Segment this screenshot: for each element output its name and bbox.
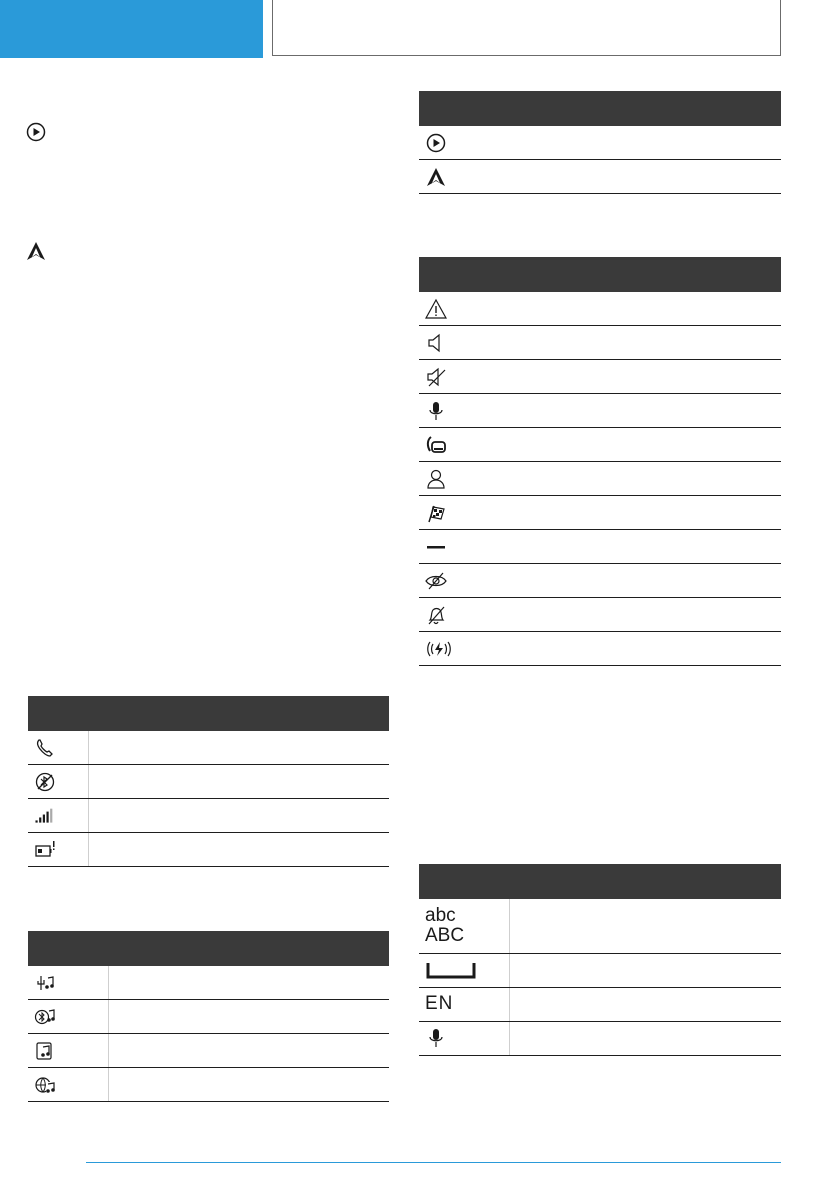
table-row (28, 833, 389, 867)
table-header (108, 931, 389, 966)
bluetooth-audio-icon (34, 1006, 56, 1028)
telephone-symbols-table (28, 696, 389, 867)
chapter-tab (0, 0, 263, 58)
table-header (28, 696, 88, 731)
table-row (28, 1000, 389, 1034)
table-row (419, 953, 781, 987)
eye-crossed-icon (425, 570, 447, 592)
android-auto-icon (25, 240, 47, 262)
projection-apps-table (419, 91, 781, 194)
wireless-charging-icon (425, 638, 453, 660)
microphone-icon (425, 1027, 447, 1049)
table-row (419, 496, 781, 530)
table-row (419, 326, 781, 360)
table-header (419, 257, 781, 292)
table-row (419, 899, 781, 953)
footer-rule (86, 1162, 781, 1163)
phone-handset-icon (34, 737, 56, 759)
android-auto-icon (425, 166, 447, 188)
table-row (419, 987, 781, 1021)
table-row (419, 394, 781, 428)
battery-low-warning-icon (34, 839, 56, 861)
signal-strength-icon (34, 805, 56, 827)
language-icon: EN (425, 993, 454, 1014)
speaker-muted-icon (425, 366, 447, 388)
uppercase-label: ABC (425, 924, 465, 946)
table-row (28, 731, 389, 765)
speaker-icon (425, 332, 447, 354)
table-header (419, 91, 781, 126)
person-icon (425, 468, 447, 490)
online-audio-icon (34, 1074, 56, 1096)
play-circle-icon (25, 121, 47, 143)
letter-case-icon (419, 899, 509, 953)
table-row (419, 632, 781, 666)
header-frame (272, 0, 781, 56)
table-row (419, 1021, 781, 1055)
audio-sources-table (28, 931, 389, 1102)
play-circle-icon (425, 132, 447, 154)
table-row (419, 160, 781, 194)
dash-icon (425, 536, 447, 558)
table-row (419, 598, 781, 632)
table-row (28, 1068, 389, 1102)
table-header (88, 696, 389, 731)
space-bar-icon (425, 961, 477, 979)
usb-audio-icon (34, 972, 56, 994)
status-symbols-table (419, 257, 781, 666)
table-row (28, 799, 389, 833)
table-row (419, 292, 781, 326)
phone-car-icon (425, 434, 447, 456)
bluetooth-phone-icon (34, 771, 56, 793)
microphone-icon (425, 400, 447, 422)
keyboard-input-table (419, 864, 781, 1056)
bell-crossed-icon (425, 604, 447, 626)
table-row (419, 462, 781, 496)
table-header (419, 864, 509, 899)
table-header (509, 864, 781, 899)
warning-triangle-icon (425, 298, 447, 320)
table-row (419, 126, 781, 160)
table-row (419, 360, 781, 394)
table-row (419, 428, 781, 462)
device-audio-icon (34, 1040, 56, 1062)
lowercase-label: abc (425, 904, 456, 926)
checkered-flag-icon (425, 502, 447, 524)
table-row (419, 530, 781, 564)
table-row (28, 1034, 389, 1068)
table-row (419, 564, 781, 598)
table-row (28, 765, 389, 799)
table-header (28, 931, 108, 966)
table-row (28, 966, 389, 1000)
